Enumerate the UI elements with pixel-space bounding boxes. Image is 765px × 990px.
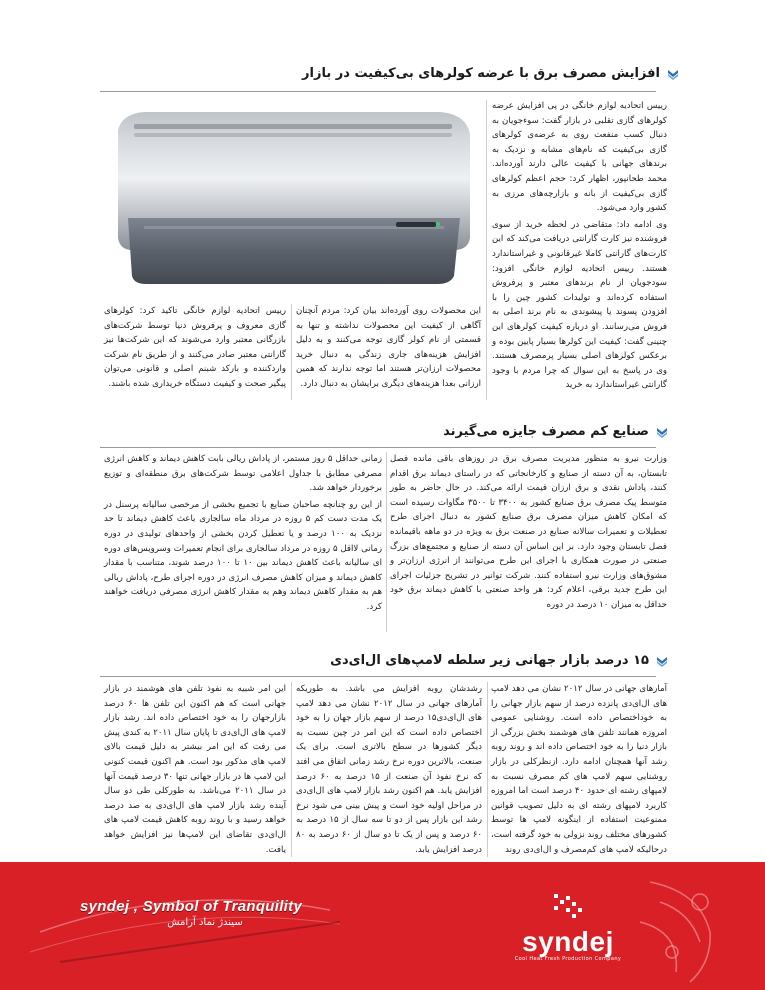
article1-paragraph: این محصولات روی آورده‌اند بیان کرد: مردم آنچنان آگاهی از کیفیت این محصولات نداشته و تنها به قسمتی از نام کولر گازی توجه می‌کنند و به دلیل افزایش هزینه‌های جاری زندگی به دنبال خرید محصولات ارزان‌تر هستند اما توجه ندارند که همین ارزانی بعدا هزینه‌های دیگری برایشان به دنبال دارد.: [296, 306, 481, 389]
article2-column-left: [104, 452, 382, 617]
heading-rule: [100, 676, 656, 677]
article1-column-right: [492, 99, 667, 395]
article1-heading: [302, 66, 680, 81]
air-conditioner-image: [104, 100, 482, 298]
article2-paragraph: زمانی حداقل ۵ روز مستمر، از پاداش ریالی بابت کاهش دیماند و کاهش انرژی مصرفی مطابق با جداول اعلامی توسط شرکت‌های برق منطقه‌ای و توزیع برخوردار خواهد شد.: [104, 454, 382, 494]
article2-heading: [443, 424, 669, 439]
chevron-down-icon: [655, 425, 669, 439]
article2-paragraph: از این رو چنانچه صاحبان صنایع با تجمیع بخشی از مرخصی سالیانه پرسنل در یک مدت دست کم ۵ روزه در مرداد ماه سالجاری باعث کاهش دیماند تا حد نزدیک به ۱۰۰ درصد و یا تعطیل کردن بخشی از واحدهای تولیدی در دوره زمانی لااقل ۵ روزه در مرداد سالجاری برای انجام تعمیرات وسرویس‌های دوره ای سالیانه باعث کاهش دیماند بین ۱۰ تا ۱۰۰ درصد شوند، متناسب با مقدار کاهش دیماند و میزان کاهش مصرف انرژی در دوره اجرای طرح، پاداش ریالی هم به مقدار کاهش دیماند وهم به مقدار کاهش انرژی مصرفی دریافت خواهند کرد.: [104, 499, 382, 612]
article3-column-2: [296, 682, 482, 859]
chevron-down-icon: [655, 654, 669, 668]
article1-column-middle: [296, 304, 481, 394]
column-divider: [291, 304, 292, 400]
article3-paragraph: آمارهای جهانی در سال ۲۰۱۲ نشان می دهد لامپ های ال‌ای‌دی پانزده درصد از سهم بازار جهانی را به خوداختصاص داده است. روشنایی عمومی امروزه همانند تلفن های هوشمند بخش بزرگی از بازار دنیا را به خود اختصاص داده اند و روند روبه رشد آنها همچنان ادامه دارد. ازنظرکلی در بازار روشنایی سهم لامپ های کم مصرف نسبت به لامپهای رشته ای حدود ۴۰ درصد است اما امروزه کاربرد لامپهای رشته ای به دلیل تصویب قوانین ممنوعیت استفاده از اینگونه لامپ ها توسط کشورهای مختلف روند نزولی به خود گرفته است، درحالیکه لامپ های کم‌مصرف و ال‌ای‌دی روند: [491, 684, 667, 855]
article3-paragraph: این امر شبیه به نفوذ تلفن های هوشمند در بازار جهانی است که هم اکنون این تلفن ها ۶۰ درصد بازارجهان را به خود اختصاص داده اند. رشد بازار لامپ های ال‌ای‌دی تا پایان سال ۲۰۱۱ به کندی پیش می رفت که این امر بیشتر به دلیل قیمت بالای لامپ های مذکور بود است. هم اکنون قیمت کنونی این لامپ ها در بازار جهانی تنها ۳۰ درصد قیمت آنها در سال ۲۰۱۱ می‌باشد. به طورکلی طی دو سال آینده رشد بازار لامپ های ال‌ای‌دی به صد درصد خواهد رسید و با روند روبه کاهش قیمت لامپ های ال‌ای‌دی تقاضای این لامپ‌ها نیز افزایش خواهد یافت.: [104, 684, 286, 855]
article2-title: صنایع کم مصرف جایزه می‌گیرند: [443, 424, 649, 439]
article3-column-1: [491, 682, 667, 859]
column-divider: [487, 682, 488, 857]
slogan-english: syndej , Symbol of Tranquility: [80, 898, 303, 915]
article3-heading: [330, 653, 669, 668]
logo-mark-icon: [548, 892, 588, 922]
article1-column-left: [104, 304, 286, 394]
article2-paragraph: وزارت نیرو به منظور مدیریت مصرف برق در روزهای باقی مانده فصل تابستان، به آن دسته از صنایع و کارخانجاتی که در راستای دیماند برق اقدام کنند، پاداش نقدی و برق ارزان قیمت ارائه می‌کند. در حال حاضر به طور متوسط پیک مصرف برق صنایع کشور به ۳۴۰۰ تا ۳۵۰۰ مگاوات رسیده است که امکان کاهش میزان مصرف برق صنایع کشور به دنبال اجرای طرح تعطیلات و تعمیرات سالانه صنایع در صنعت برق به ویژه در دو ماهه باقیمانده فصل تابستان وجود دارد. بر این اساس آن دسته از صنایع و مجتمع‌های بزرگ صنعتی در صورت همکاری با اجرای این طرح می‌توانند از انرژی ارزان‌تر و مشوق‌های وزارت نیرو استفاده کنند. شرکت توانیر در تشریح جزئیات اجرای این طرح جدید برقی، اعلام کرد: هر واحد صنعتی با کاهش دیماند برق خود حداقل به میزان ۱۰ درصد در دوره: [390, 454, 667, 610]
article3-column-3: [104, 682, 286, 859]
article1-paragraph: رییس اتحادیه لوازم خانگی تاکید کرد: کولرهای گازی معروف و پرفروش دنیا توسط شرکت‌های بازرگانی معتبر وارد می‌شوند که این شرکت‌ها نیز گارانتی معتبر صادر می‌کنند و از طریق نام شرکت واردکننده و بارکد شبنم اصلی و قانونی می‌توان پیگیر صحت و کیفیت دستگاه خریداری شده باشند.: [104, 306, 286, 389]
brand-name: syndej: [522, 926, 614, 957]
article2-column-right: [390, 452, 667, 615]
article1-title: افزایش مصرف برق با عرضه کولرهای بی‌کیفیت در بازار: [302, 66, 660, 81]
article3-paragraph: رشدشان روبه افزایش می باشد. به طوریکه آمارهای جهانی در سال ۲۰۱۲ نشان می دهد لامپ های ال‌ای‌دی۱۵ درصد از سهم بازار جهان را به خود اختصاص داده است که این امر در چین نسبت به دیگر کشورها در سطح بالاتری است. برای یک صنعت، بالاترین دوره نرخ رشد زمانی اتفاق می افتد که نرخ نفوذ آن صنعت از ۱۵ درصد به ۶۰ درصد افزایش یابد. هم اکنون رشد بازار لامپ های ال‌ای‌دی در مراحل اولیه خود است و پیش بینی می شود نرخ رشد این بازار پس از دو تا سه سال از ۱۵ درصد به ۶۰ درصد و پس از یک تا دو سال از ۶۰ درصد به ۸۰ درصد افزایش یابد.: [296, 684, 482, 855]
column-divider: [291, 682, 292, 857]
footer-advertisement: [0, 862, 765, 990]
chevron-down-icon: [666, 67, 680, 81]
brand-subtitle: Cool Heat Fresh Production Company: [514, 956, 622, 962]
article1-paragraph: وی ادامه داد: متقاضی در لحظه خرید از سوی فروشنده نیز کارت گارانتی دریافت می‌کند که این کارت‌های گارانتی کاملا غیرقانونی و غیراستاندارد هستند. رییس اتحادیه لوازم خانگی افزود: سودجویان از نام برندهای معتبر و پرفروش استفاده کرده‌اند و تولیدات کشور چین را با افزودن پسوند یا پیشوندی به نام برند اصلی به فروش می‌رسانند. او درباره کیفیت کولرهای این چنینی گفت: کیفیت این کولرها بسیار پایین بوده و برعکس کولرهای اصلی بسیار پرمصرف هستند. وی در پاسخ به این سوال که چرا مردم با وجود گارانتی غیراستاندارد به خرید: [492, 219, 667, 391]
article3-title: ۱۵ درصد بازار جهانی زیر سلطه لامپ‌های ال‌ای‌دی: [330, 653, 649, 668]
heading-rule: [100, 447, 656, 448]
brand-logo: [508, 892, 628, 962]
slogan-persian: سیندژ نماد آرامش: [167, 917, 243, 928]
column-divider: [386, 452, 387, 632]
article1-paragraph: رییس اتحادیه لوازم خانگی در پی افزایش عرضه کولرهای گازی تقلبی در بازار گفت: سوءجویان به دنبال کسب منفعت روی به عرضه‌ی کولرهای گازی بی‌کیفیت که نام‌های مشابه و نزدیک به برندهای جهانی با کیفیت عالی دارند آورده‌اند. محمد طحانپور، اظهار کرد: حجم اعظم کولرهای گازی بی‌کیفیت از بانه و بازارچه‌های مرزی به کشور وارد می‌شود.: [492, 101, 667, 214]
column-divider: [486, 100, 487, 400]
slogan: [80, 898, 330, 928]
heading-rule: [100, 91, 656, 92]
